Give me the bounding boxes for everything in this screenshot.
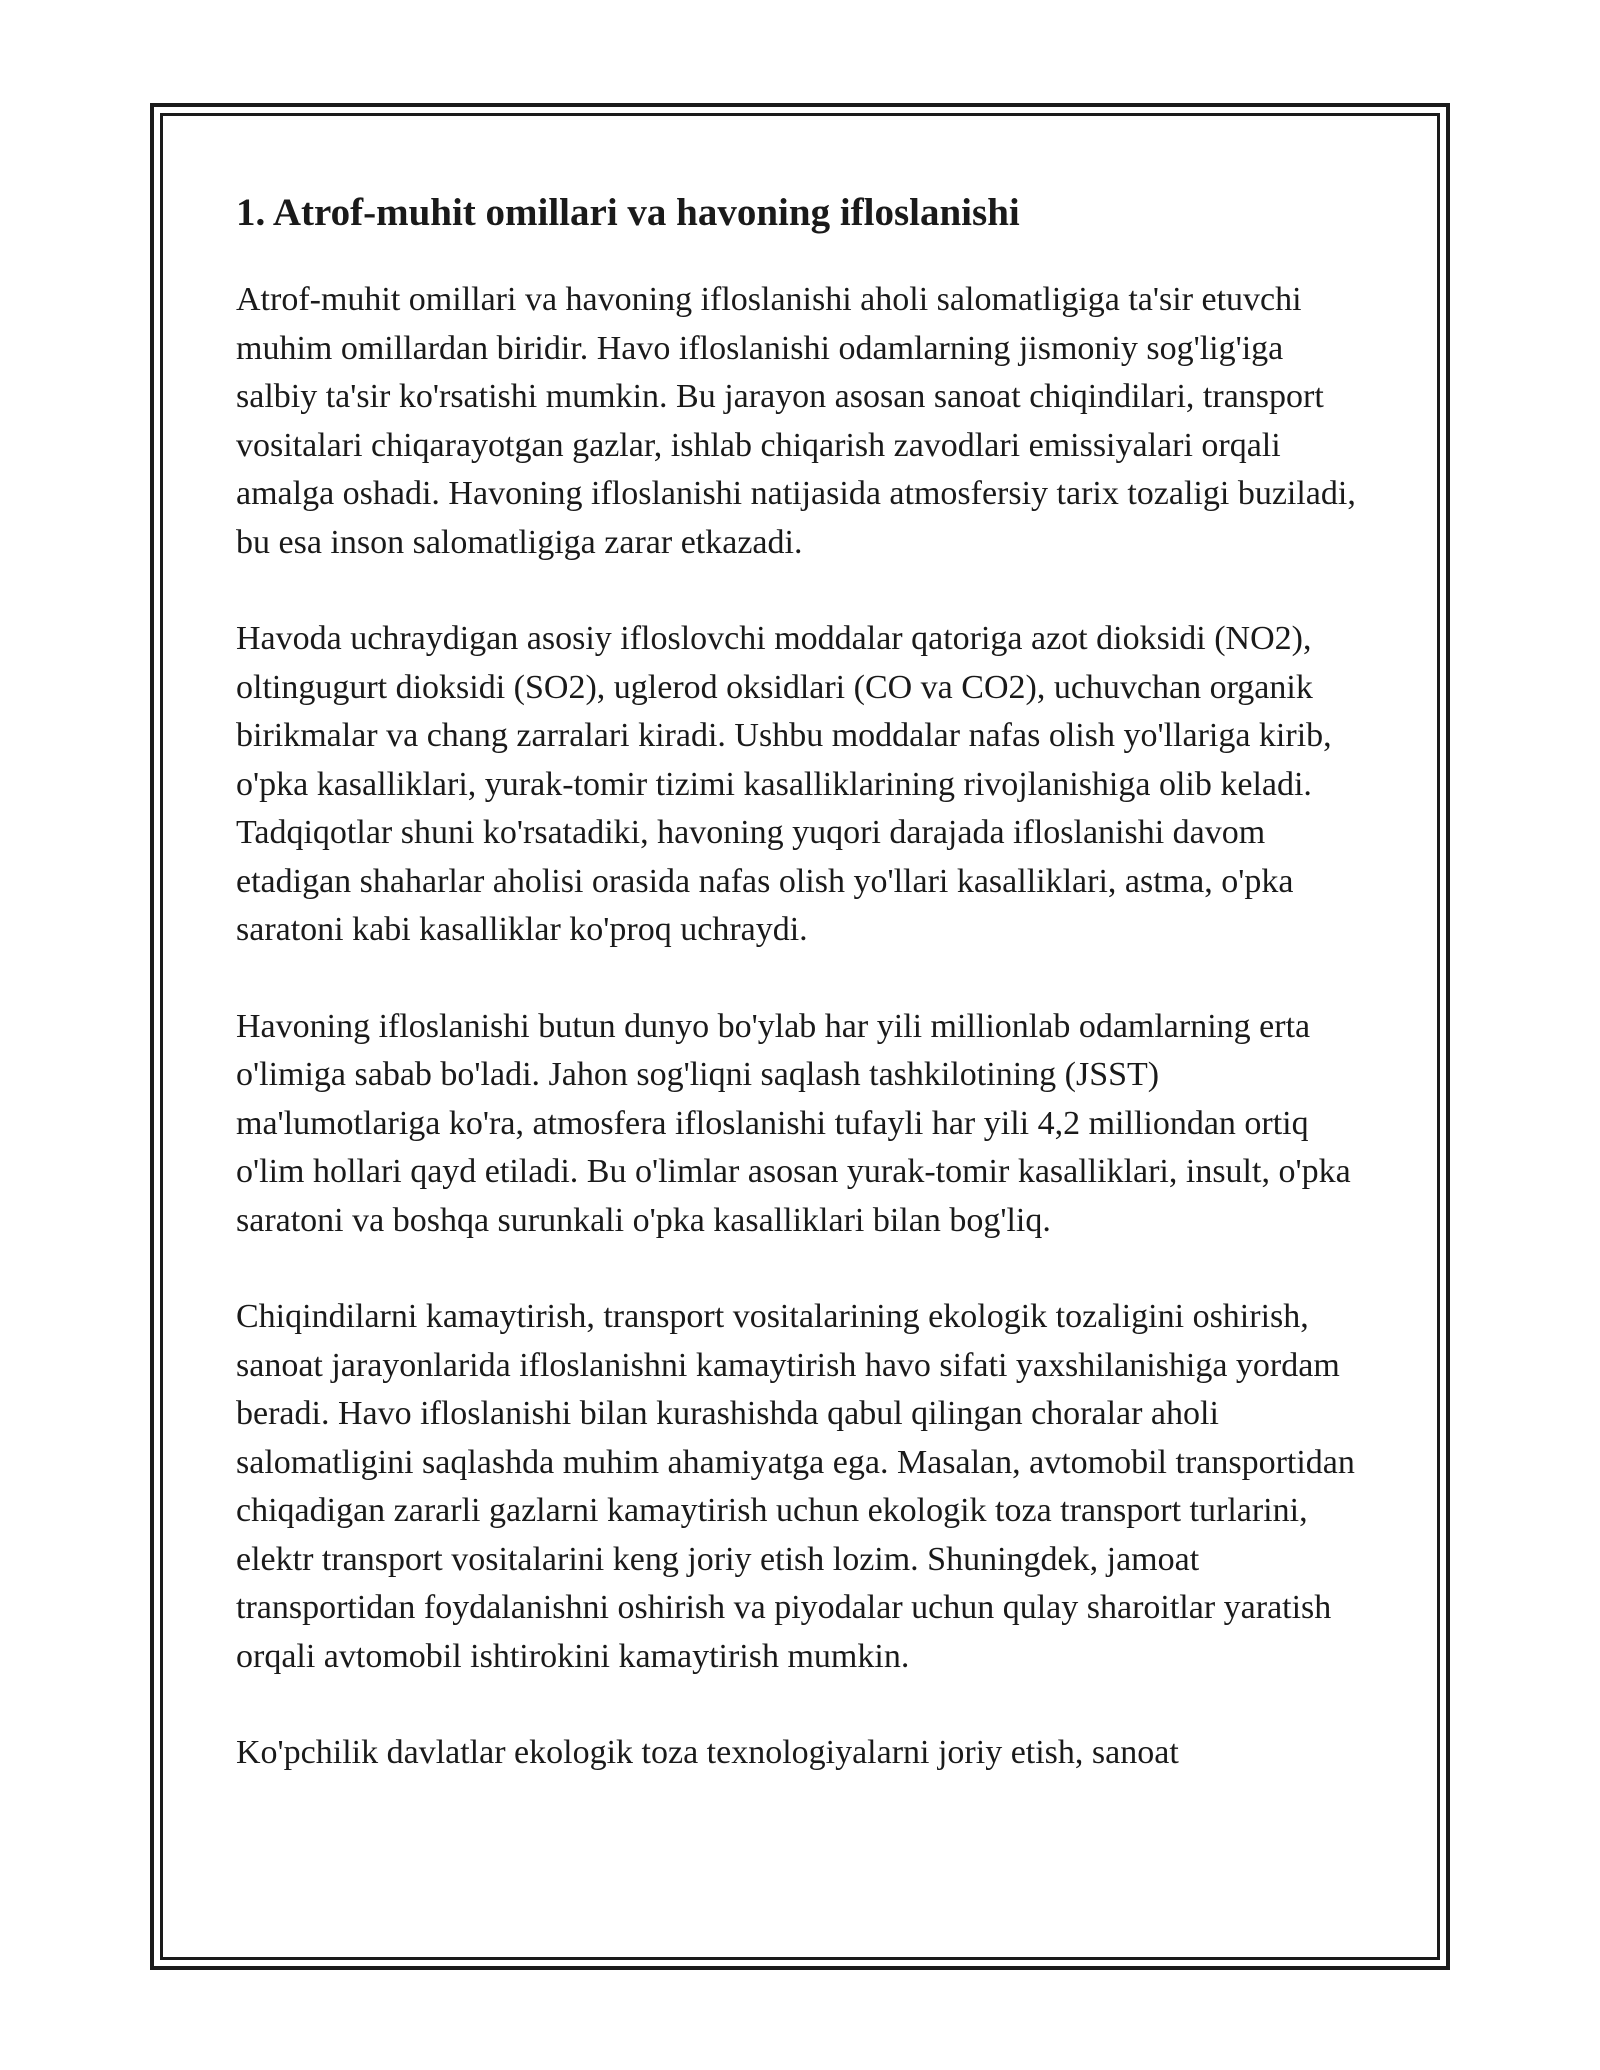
document-body <box>236 188 1366 1826</box>
section-heading: 1. Atrof-muhit omillari va havoning ifloslanishi <box>236 191 1020 234</box>
paragraph-4: Chiqindilarni kamaytirish, transport vositalarining ekologik tozaligini oshirish, sanoat jarayonlarida ifloslanishni kamaytirish havo sifati yaxshilanishiga yordam beradi. Havo ifloslanishi bilan kurashishda qabul qilingan choralar aholi salomatligini saqlashda muhim ahamiyatga ega. Masalan, avtomobil transportidan chiqadigan zararli gazlarni kamaytirish uchun ekologik toza transport turlarini, elektr transport vositalarini keng joriy etish lozim. Shuningdek, jamoat transportidan foydalanishni oshirish va piyodalar uchun qulay sharoitlar yaratish orqali avtomobil ishtirokini kamaytirish mumkin. <box>236 1298 1355 1675</box>
paragraph-5: Ko'pchilik davlatlar ekologik toza texnologiyalarni joriy etish, sanoat <box>236 1734 1179 1771</box>
paragraph-1: Atrof-muhit omillari va havoning ifloslanishi aholi salomatligiga ta'sir etuvchi muhim omillardan biridir. Havo ifloslanishi odamlarning jismoniy sog'lig'iga salbiy ta'sir ko'rsatishi mumkin. Bu jarayon asosan sanoat chiqindilari, transport vositalari chiqarayotgan gazlar, ishlab chiqarish zavodlari emissiyalari orqali amalga oshadi. Havoning ifloslanishi natijasida atmosfersiy tarix tozaligi buziladi, bu esa inson salomatligiga zarar etkazadi. <box>236 281 1356 561</box>
paragraph-2: Havoda uchraydigan asosiy ifloslovchi moddalar qatoriga azot dioksidi (NO2), oltingugurt dioksidi (SO2), uglerod oksidlari (CO va CO2), uchuvchan organik birikmalar va chang zarralari kiradi. Ushbu moddalar nafas olish yo'llariga kirib, o'pka kasalliklari, yurak-tomir tizimi kasalliklarining rivojlanishiga olib keladi. Tadqiqotlar shuni ko'rsatadiki, havoning yuqori darajada ifloslanishi davom etadigan shaharlar aholisi orasida nafas olish yo'llari kasalliklari, astma, o'pka saratoni kabi kasalliklar ko'proq uchraydi. <box>236 620 1332 948</box>
paragraph-3: Havoning ifloslanishi butun dunyo bo'ylab har yili millionlab odamlarning erta o'limiga sabab bo'ladi. Jahon sog'liqni saqlash tashkilotining (JSST) ma'lumotlariga ko'ra, atmosfera ifloslanishi tufayli har yili 4,2 milliondan ortiq o'lim hollari qayd etiladi. Bu o'limlar asosan yurak-tomir kasalliklari, insult, o'pka saratoni va boshqa surunkali o'pka kasalliklari bilan bog'liq. <box>236 1007 1351 1239</box>
